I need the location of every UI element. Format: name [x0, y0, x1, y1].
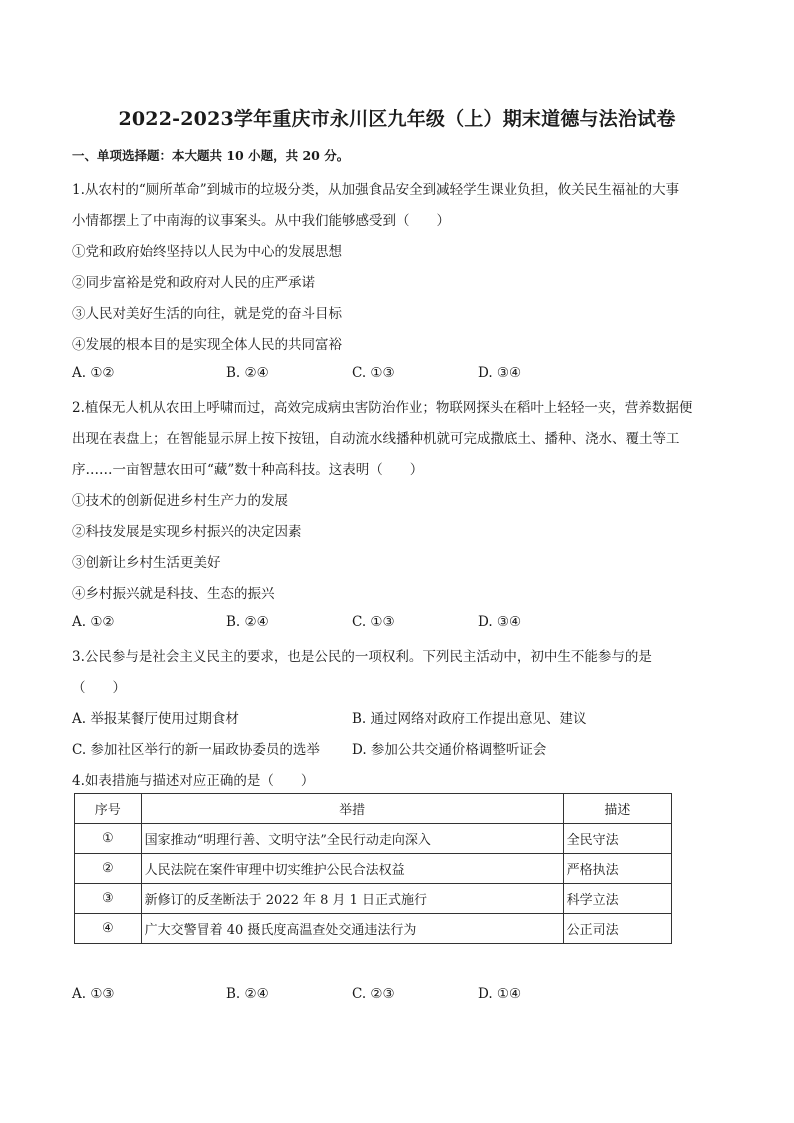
q4-option-d[interactable]: D. ①④: [478, 986, 522, 1002]
q2-stem-line-3: 序……一亩智慧农田可“藏”数十种高科技。这表明（ ）: [72, 462, 424, 478]
row-description: 严格执法: [563, 854, 671, 884]
q2-option-b[interactable]: B. ②④: [226, 614, 269, 630]
q4-options: [72, 986, 692, 1004]
q2-stem-line-1: 2.植保无人机从农田上呼啸而过，高效完成病虫害防治作业；物联网探头在稻叶上轻轻一夹，营养数据便: [72, 400, 693, 416]
q3-option-c[interactable]: C. 参加社区举行的新一届政协委员的选举: [72, 742, 320, 758]
q2-item-3: ③创新让乡村生活更美好: [72, 555, 221, 571]
q4-stem: 4.如表措施与描述对应正确的是（ ）: [72, 773, 315, 789]
q1-item-2: ②同步富裕是党和政府对人民的庄严承诺: [72, 275, 315, 291]
q3-option-b[interactable]: B. 通过网络对政府工作提出意见、建议: [352, 711, 587, 727]
q3-options-row-2: [72, 738, 692, 756]
row-number: ②: [75, 854, 142, 884]
q2-item-2: ②科技发展是实现乡村振兴的决定因素: [72, 524, 302, 540]
row-measure: 人民法院在案件审理中切实维护公民合法权益: [141, 854, 563, 884]
row-measure: 新修订的反垄断法于 2022 年 8 月 1 日正式施行: [141, 884, 563, 914]
q1-option-b[interactable]: B. ②④: [226, 365, 269, 381]
q4-option-b[interactable]: B. ②④: [226, 986, 269, 1002]
measures-table: [74, 793, 672, 944]
row-description: 科学立法: [563, 884, 671, 914]
q2-option-d[interactable]: D. ③④: [478, 614, 522, 630]
q3-options-row-1: [72, 707, 692, 725]
q2-stem-line-2: 出现在表盘上；在智能显示屏上按下按钮，自动流水线播种机就可完成撒底土、播种、浇水、覆土等工: [72, 431, 680, 447]
q1-stem-line-2: 小情都摆上了中南海的议事案头。从中我们能够感受到（ ）: [72, 213, 450, 229]
table-row: [75, 854, 672, 884]
row-number: ③: [75, 884, 142, 914]
header-number: 序号: [75, 794, 142, 824]
row-description: 公正司法: [563, 914, 671, 944]
table-row: [75, 914, 672, 944]
q2-item-4: ④乡村振兴就是科技、生态的振兴: [72, 586, 275, 602]
section-heading: 一、单项选择题：本大题共 10 小题，共 20 分。: [72, 148, 350, 163]
q1-item-3: ③人民对美好生活的向往，就是党的奋斗目标: [72, 306, 342, 322]
q2-option-c[interactable]: C. ①③: [352, 614, 395, 630]
q1-options: [72, 365, 692, 383]
q4-option-c[interactable]: C. ②③: [352, 986, 395, 1002]
row-measure: 国家推动“明理行善、文明守法”全民行动走向深入: [141, 824, 563, 854]
row-number: ④: [75, 914, 142, 944]
q2-options: [72, 614, 692, 632]
q2-item-1: ①技术的创新促进乡村生产力的发展: [72, 493, 288, 509]
q3-stem-line-1: 3.公民参与是社会主义民主的要求，也是公民的一项权利。下列民主活动中，初中生不能参与的是: [72, 649, 652, 665]
q2-option-a[interactable]: A. ①②: [72, 614, 115, 630]
q1-stem-line-1: 1.从农村的“厕所革命”到城市的垃圾分类，从加强食品安全到减轻学生课业负担，攸关民生福祉的大事: [72, 182, 680, 198]
q1-item-4: ④发展的根本目的是实现全体人民的共同富裕: [72, 337, 342, 353]
q1-option-d[interactable]: D. ③④: [478, 365, 522, 381]
q1-option-a[interactable]: A. ①②: [72, 365, 115, 381]
header-description: 描述: [563, 794, 671, 824]
row-description: 全民守法: [563, 824, 671, 854]
q3-stem-line-2: （ ）: [72, 680, 126, 696]
table-row: [75, 824, 672, 854]
exam-title: 2022-2023学年重庆市永川区九年级（上）期末道德与法治试卷: [118, 108, 676, 130]
q3-option-d[interactable]: D. 参加公共交通价格调整听证会: [352, 742, 547, 758]
table-row: [75, 884, 672, 914]
q1-item-1: ①党和政府始终坚持以人民为中心的发展思想: [72, 244, 342, 260]
row-number: ①: [75, 824, 142, 854]
q4-option-a[interactable]: A. ①③: [72, 986, 115, 1002]
header-measure: 举措: [141, 794, 563, 824]
row-measure: 广大交警冒着 40 摄氏度高温查处交通违法行为: [141, 914, 563, 944]
q1-option-c[interactable]: C. ①③: [352, 365, 395, 381]
table-header-row: [75, 794, 672, 824]
q3-option-a[interactable]: A. 举报某餐厅使用过期食材: [72, 711, 239, 727]
